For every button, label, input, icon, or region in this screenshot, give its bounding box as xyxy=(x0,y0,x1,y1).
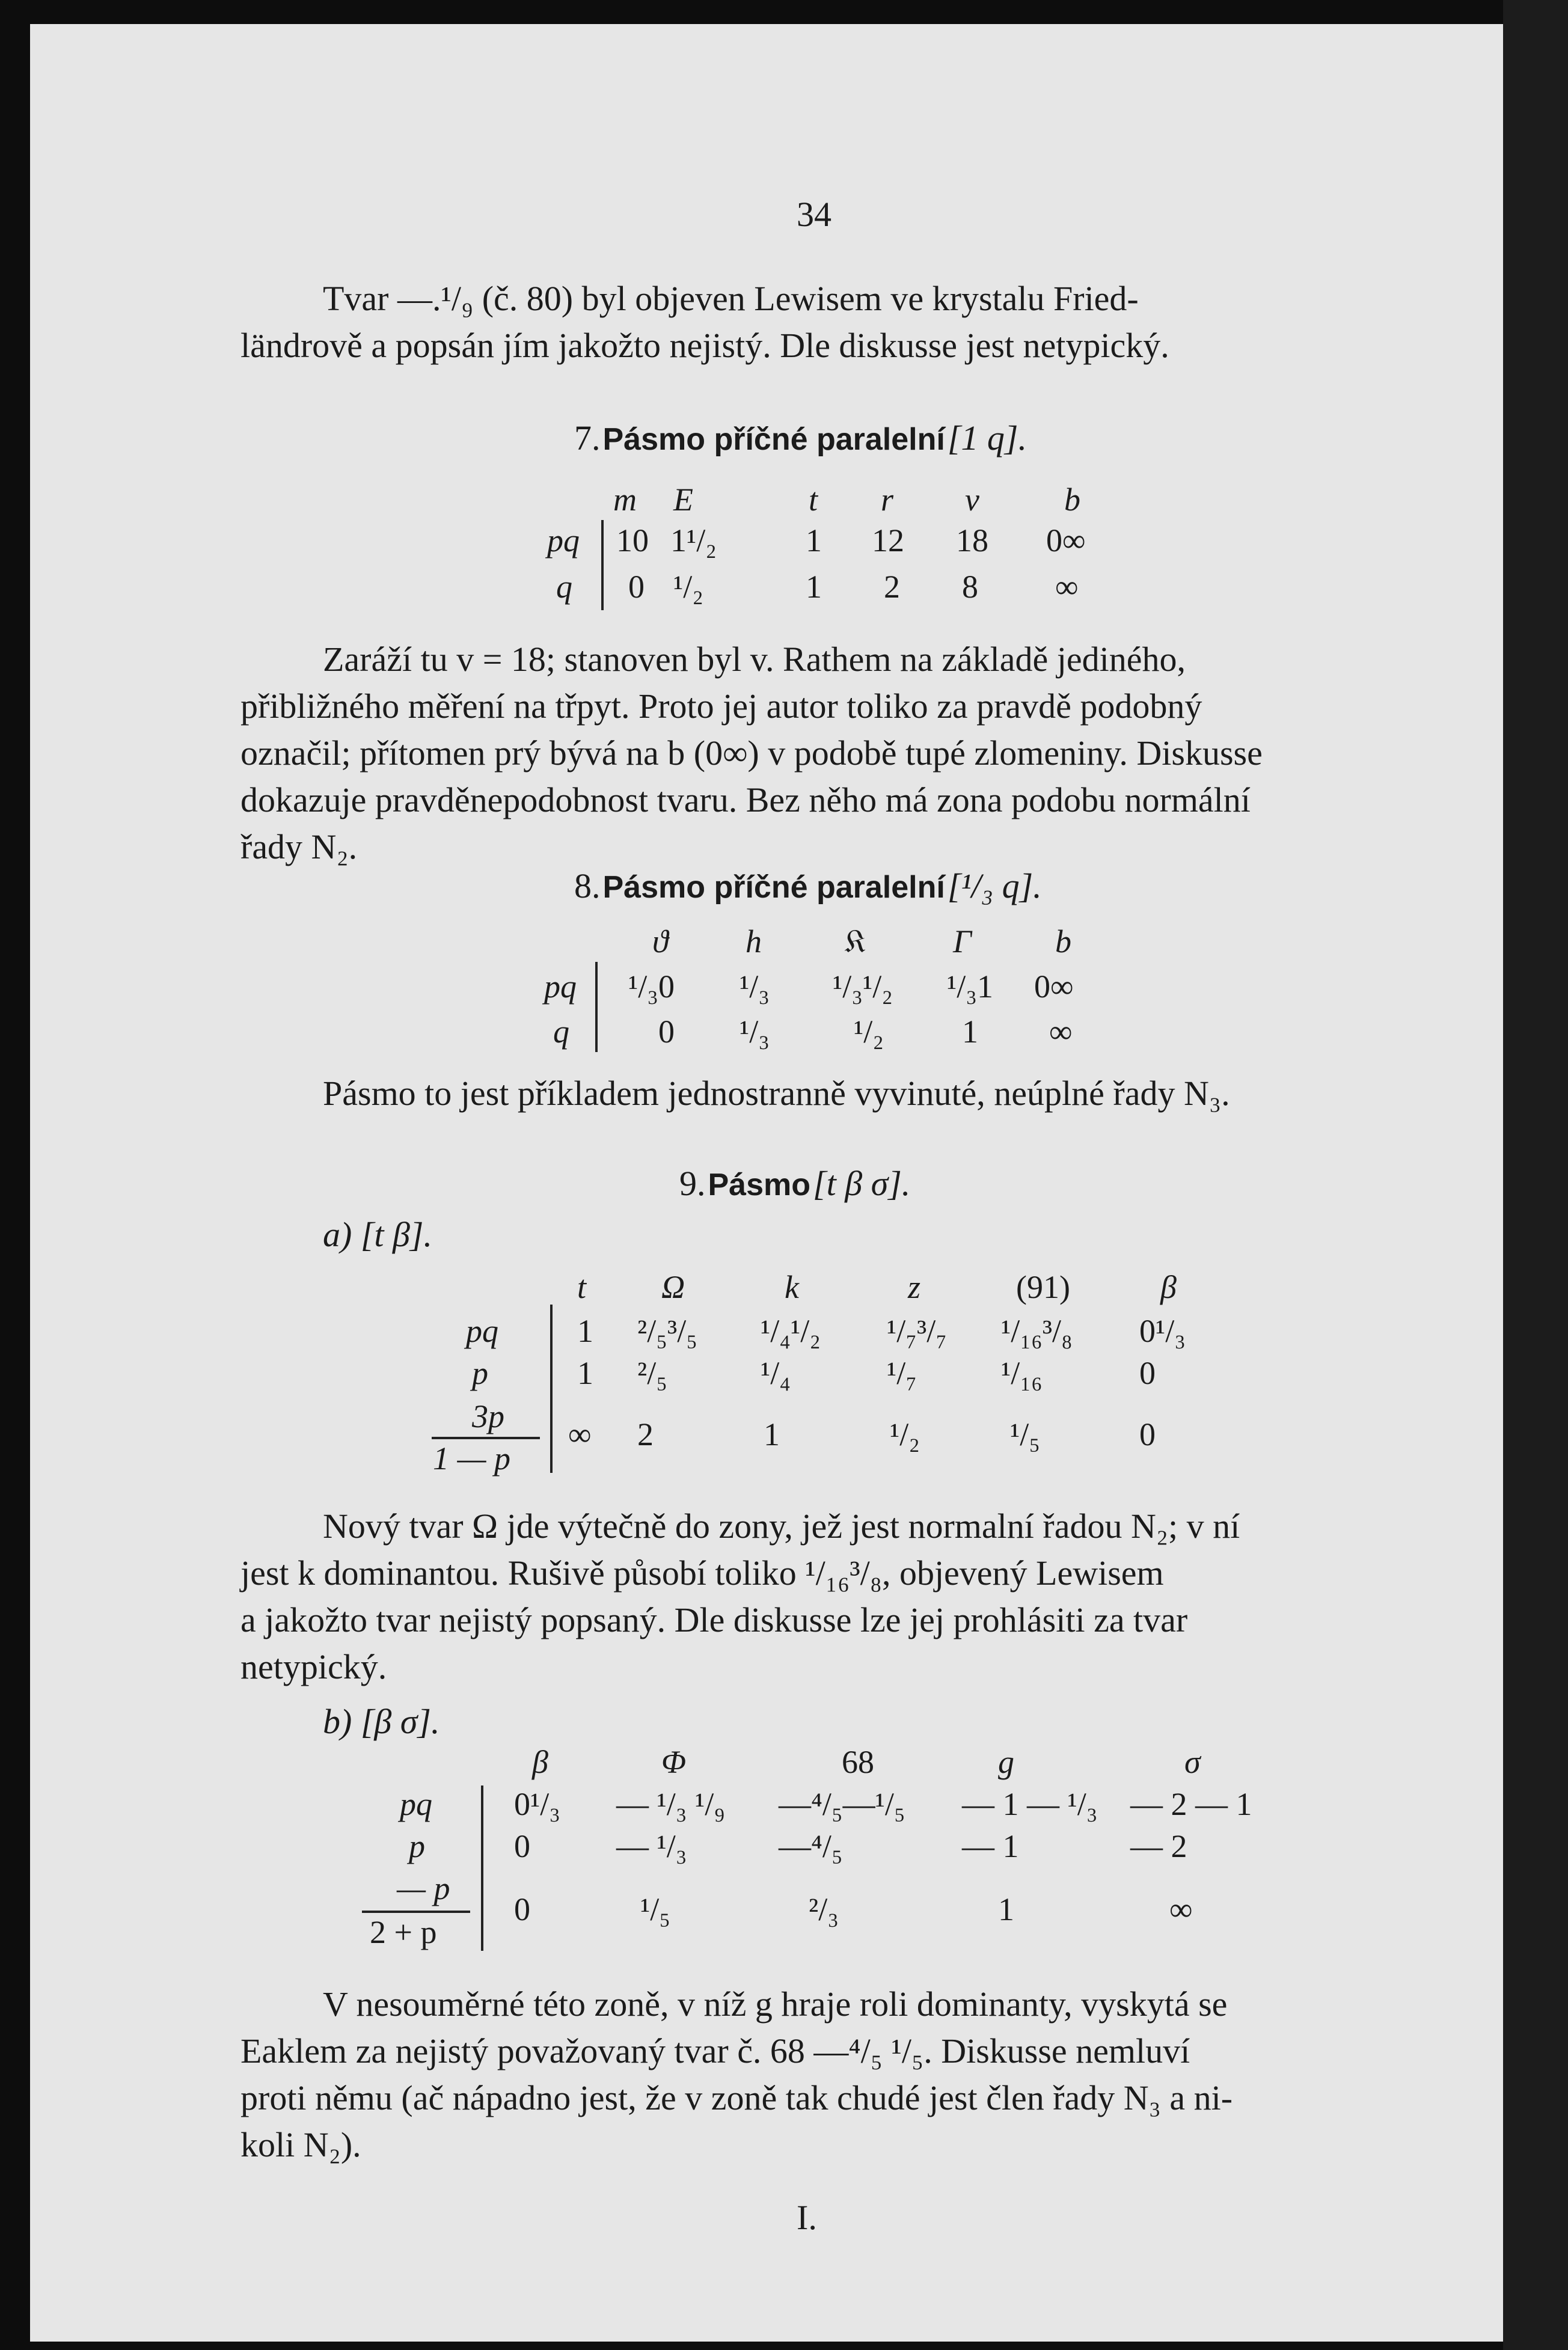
s7-cell: 1¹/₂ xyxy=(670,522,717,558)
s7-cell: 0 xyxy=(628,569,645,605)
s8-row1-label: pq xyxy=(544,968,577,1005)
s8-cell: ¹/₃ xyxy=(740,968,770,1005)
s9b-cell: — ¹/₃ ¹/₉ xyxy=(616,1786,726,1822)
page-edge-shadow xyxy=(1503,0,1568,2350)
s8-cell: 1 xyxy=(962,1014,978,1050)
s9a-cell: ¹/₇ xyxy=(887,1355,917,1391)
s9b-cell: 0¹/₃ xyxy=(514,1786,561,1822)
s7-cell: 2 xyxy=(884,569,900,605)
s9a-cell: 0¹/₃ xyxy=(1139,1313,1186,1349)
s9a-col: β xyxy=(1160,1269,1177,1305)
s9a-cell: ¹/₂ xyxy=(890,1416,920,1452)
s9a-cell: ¹/₄ xyxy=(761,1355,791,1391)
s7-col-m: m xyxy=(613,482,637,518)
s9b-paragraph-line: proti němu (ač nápadno jest, že v zoně tak chudé jest člen řady N₃ a ni- xyxy=(240,2078,1233,2117)
s7-col-t: t xyxy=(809,482,818,518)
s9a-cell: 1 xyxy=(577,1313,593,1349)
s9a-cell: 0 xyxy=(1139,1416,1156,1452)
s8-col: h xyxy=(746,923,762,959)
s9b-table-rule xyxy=(481,1785,483,1951)
s8-table-rule xyxy=(595,962,598,1052)
s8-col: 𝔎 xyxy=(845,923,866,959)
s9b-col: g xyxy=(998,1744,1014,1780)
s7-col-r: r xyxy=(881,482,894,518)
s9a-cell: ²/₅³/₅ xyxy=(637,1313,698,1349)
s9a-paragraph-line: a jakožto tvar nejistý popsaný. Dle diskusse lze jej prohlásiti za tvar xyxy=(240,1600,1188,1639)
s7-row1-label: pq xyxy=(547,522,580,558)
section8-heading-symbol: [¹/₃ q]. xyxy=(947,866,1042,905)
s7-cell: 18 xyxy=(956,522,988,558)
section7-heading xyxy=(574,415,1027,462)
s7-cell: 8 xyxy=(962,569,978,605)
s7-col-v: v xyxy=(965,482,979,518)
s9a-fraction-bar xyxy=(432,1437,540,1439)
s9a-cell: ¹/₁₆ xyxy=(1001,1355,1043,1391)
s9b-cell: 0 xyxy=(514,1828,530,1864)
s9b-fraction-bar xyxy=(362,1911,470,1913)
s9a-paragraph-line: Nový tvar Ω jde výtečně do zony, jež jest normalní řadou N₂; v ní xyxy=(323,1507,1240,1546)
s9a-cell: 0 xyxy=(1139,1355,1156,1391)
s8-paragraph: Pásmo to jest příkladem jednostranně vyvinuté, neúplné řady N₃. xyxy=(323,1074,1230,1113)
s9a-cell: ¹/₁₆³/₈ xyxy=(1001,1313,1073,1349)
s9a-cell: 1 xyxy=(764,1416,780,1452)
s9b-col: Φ xyxy=(661,1744,687,1780)
s7-cell: 12 xyxy=(872,522,904,558)
s7-table-rule xyxy=(601,520,604,610)
s9b-paragraph-line: koli N₂). xyxy=(240,2125,361,2164)
s9b-row3-label-den: 2 + p xyxy=(370,1914,437,1950)
s9a-col: z xyxy=(908,1269,921,1305)
s8-cell: ¹/₃¹/₂ xyxy=(833,968,893,1005)
s9b-cell: —⁴/₅ xyxy=(779,1828,843,1864)
s8-cell: ∞ xyxy=(1049,1014,1073,1050)
s7-cell: 1 xyxy=(806,522,822,558)
s9a-cell: ¹/₅ xyxy=(1010,1416,1041,1452)
s7-col-E: E xyxy=(673,482,693,518)
s9b-cell: — 1 — ¹/₃ xyxy=(962,1786,1098,1822)
s7-col-b: b xyxy=(1064,482,1080,518)
s9a-col: (91) xyxy=(1016,1269,1070,1305)
section9-heading xyxy=(679,1160,910,1207)
s7-row2-label: q xyxy=(556,569,572,605)
s9a-cell: ¹/₄¹/₂ xyxy=(761,1313,821,1349)
s9a-col: Ω xyxy=(661,1269,685,1305)
intro-line-1: Tvar —.¹/₉ (č. 80) byl objeven Lewisem ve krystalu Fried- xyxy=(323,279,1139,318)
section7-heading-text: Pásmo příčné paralelní xyxy=(602,422,945,457)
section7-heading-symbol: [1 q]. xyxy=(947,418,1027,457)
s9a-col: k xyxy=(785,1269,799,1305)
intro-line-2: ländrově a popsán jím jakožto nejistý. Dle diskusse jest netypický. xyxy=(240,326,1169,365)
s9b-col: σ xyxy=(1184,1744,1201,1780)
section9-heading-symbol: [t β σ]. xyxy=(813,1164,911,1203)
s8-cell: ¹/₃1 xyxy=(947,968,994,1005)
s7-paragraph-line: Zaráží tu v = 18; stanoven byl v. Rathem na základě jediného, xyxy=(323,640,1186,679)
section9-heading-num: 9. xyxy=(679,1164,706,1203)
section7-heading-num: 7. xyxy=(574,418,601,457)
footer-mark: I. xyxy=(797,2198,817,2237)
s9a-cell: 2 xyxy=(637,1416,654,1452)
s8-cell: 0∞ xyxy=(1034,968,1074,1005)
s9b-cell: 0 xyxy=(514,1891,530,1927)
s9a-paragraph-line: netypický. xyxy=(240,1647,387,1686)
s8-row2-label: q xyxy=(553,1014,569,1050)
page-number: 34 xyxy=(797,195,831,234)
s8-cell: ¹/₃ xyxy=(740,1014,770,1050)
s7-cell: ∞ xyxy=(1055,569,1079,605)
s8-cell: ¹/₃0 xyxy=(628,968,675,1005)
s7-cell: 0∞ xyxy=(1046,522,1086,558)
s8-col: ϑ xyxy=(652,923,669,959)
s9b-col: 68 xyxy=(842,1744,874,1780)
s9a-table-rule xyxy=(550,1305,553,1473)
s7-paragraph-line: označil; přítomen prý bývá na b (0∞) v podobě tupé zlomeniny. Diskusse xyxy=(240,733,1263,773)
s9a-row1-label: pq xyxy=(466,1313,498,1349)
s9a-cell: ∞ xyxy=(568,1416,592,1452)
s7-cell: 10 xyxy=(616,522,649,558)
s9a-cell: ¹/₇³/₇ xyxy=(887,1313,948,1349)
s9b-row2-label: p xyxy=(409,1828,425,1864)
s9a-col: t xyxy=(577,1269,587,1305)
s9a-row3-label-den: 1 — p xyxy=(433,1440,511,1476)
s7-paragraph-line: přibližného měření na třpyt. Proto jej autor toliko za pravdě podobný xyxy=(240,687,1202,726)
s9b-paragraph-line: V nesouměrné této zoně, v níž g hraje roli dominanty, vyskytá se xyxy=(323,1984,1228,2024)
s9a-row2-label: p xyxy=(472,1355,488,1391)
section8-heading-text: Pásmo příčné paralelní xyxy=(602,870,945,905)
s9a-cell: ²/₅ xyxy=(637,1355,668,1391)
s9a-label: a) [t β]. xyxy=(323,1215,432,1254)
s9b-cell: ∞ xyxy=(1169,1891,1193,1927)
s7-cell: ¹/₂ xyxy=(673,569,704,605)
s9b-row3-label-num: — p xyxy=(397,1870,450,1906)
s9b-row1-label: pq xyxy=(400,1786,432,1822)
s9b-paragraph-line: Eaklem za nejistý považovaný tvar č. 68 —⁴/₅ ¹/₅. Diskusse nemluví xyxy=(240,2031,1190,2070)
s9b-cell: — 1 xyxy=(962,1828,1019,1864)
s7-cell: 1 xyxy=(806,569,822,605)
section9-heading-text: Pásmo xyxy=(708,1167,811,1202)
s9b-cell: 1 xyxy=(998,1891,1014,1927)
s7-paragraph-line: řady N₂. xyxy=(240,827,358,866)
s9a-cell: 1 xyxy=(577,1355,593,1391)
s7-paragraph-line: dokazuje pravděnepodobnost tvaru. Bez něho má zona podobu normální xyxy=(240,780,1251,819)
s9b-cell: —⁴/₅—¹/₅ xyxy=(779,1786,905,1822)
s9b-cell: — 2 xyxy=(1130,1828,1187,1864)
s9b-cell: ²/₃ xyxy=(809,1891,839,1927)
s9a-row3-label-num: 3p xyxy=(472,1398,504,1434)
s8-cell: ¹/₂ xyxy=(854,1014,884,1050)
s8-col: b xyxy=(1055,923,1071,959)
section8-heading xyxy=(574,863,1042,910)
s9a-paragraph-line: jest k dominantou. Rušivě působí toliko ¹/₁₆³/₈, objevený Lewisem xyxy=(240,1553,1164,1593)
s9b-col: β xyxy=(532,1744,548,1780)
s9b-cell: — 2 — 1 xyxy=(1130,1786,1252,1822)
s8-col: Γ xyxy=(953,923,972,959)
section8-heading-num: 8. xyxy=(574,866,601,905)
s8-cell: 0 xyxy=(658,1014,675,1050)
s9b-cell: — ¹/₃ xyxy=(616,1828,687,1864)
s9b-label: b) [β σ]. xyxy=(323,1702,440,1741)
s9b-cell: ¹/₅ xyxy=(640,1891,671,1927)
